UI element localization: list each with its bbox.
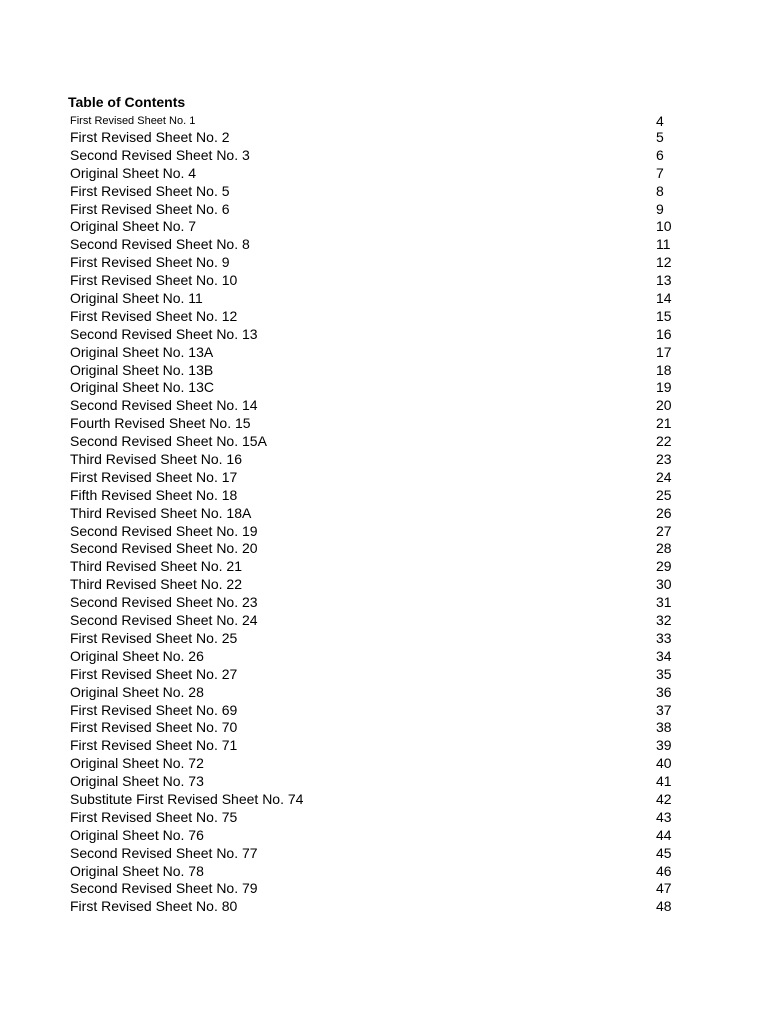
toc-entry-label: Second Revised Sheet No. 13	[70, 325, 258, 342]
toc-entry-page-number: 42	[656, 790, 672, 807]
toc-entry-page-number: 21	[656, 415, 672, 432]
toc-entry	[70, 576, 680, 594]
toc-entry-page-number: 17	[656, 343, 672, 360]
toc-entry	[70, 594, 680, 612]
toc-entry	[70, 612, 680, 630]
toc-entry	[70, 791, 680, 809]
toc-entry-page-number: 12	[656, 254, 672, 271]
toc-entry	[70, 719, 680, 737]
toc-entry-page-number: 13	[656, 272, 672, 289]
toc-entry-page-number: 25	[656, 486, 672, 503]
toc-entry-label: First Revised Sheet No. 69	[70, 701, 238, 718]
toc-entry-page-number: 31	[656, 594, 672, 611]
toc-entry-page-number: 8	[656, 182, 664, 199]
toc-entry	[70, 666, 680, 684]
toc-entry	[70, 326, 680, 344]
toc-entry	[70, 112, 680, 129]
toc-entry-label: Third Revised Sheet No. 22	[70, 576, 242, 593]
toc-entry-page-number: 36	[656, 683, 672, 700]
toc-entry-page-number: 39	[656, 737, 672, 754]
toc-entry	[70, 898, 680, 916]
toc-entry	[70, 845, 680, 863]
toc-entry-label: First Revised Sheet No. 80	[70, 898, 238, 915]
toc-entry-page-number: 18	[656, 361, 672, 378]
toc-entry-page-number: 26	[656, 504, 672, 521]
toc-entry	[70, 540, 680, 558]
toc-entry-page-number: 40	[656, 755, 672, 772]
toc-entry-label: Second Revised Sheet No. 8	[70, 236, 250, 253]
toc-entry-page-number: 16	[656, 325, 672, 342]
toc-entry-label: Original Sheet No. 4	[70, 164, 197, 181]
toc-entry	[70, 863, 680, 881]
toc-entry-page-number: 43	[656, 808, 672, 825]
toc-entry	[70, 684, 680, 702]
toc-entry-label: Second Revised Sheet No. 79	[70, 880, 258, 897]
toc-entry-page-number: 4	[656, 113, 664, 129]
toc-entry	[70, 630, 680, 648]
toc-entry	[70, 809, 680, 827]
toc-entry-page-number: 34	[656, 647, 672, 664]
toc-entry	[70, 469, 680, 487]
toc-entry	[70, 362, 680, 380]
toc-entry-label: First Revised Sheet No. 70	[70, 719, 238, 736]
toc-entry	[70, 344, 680, 362]
toc-entry	[70, 451, 680, 469]
toc-entry-label: Third Revised Sheet No. 16	[70, 451, 242, 468]
toc-entry-label: Second Revised Sheet No. 19	[70, 522, 258, 539]
toc-entry-label: Fourth Revised Sheet No. 15	[70, 415, 251, 432]
toc-entry-page-number: 33	[656, 629, 672, 646]
toc-entry-label: Original Sheet No. 73	[70, 773, 204, 790]
toc-entry	[70, 737, 680, 755]
toc-entry-label: Fifth Revised Sheet No. 18	[70, 486, 238, 503]
toc-entry-page-number: 7	[656, 164, 664, 181]
toc-entry-label: First Revised Sheet No. 1	[70, 115, 196, 127]
toc-entry-label: First Revised Sheet No. 10	[70, 272, 238, 289]
toc-entry-label: Original Sheet No. 13C	[70, 379, 214, 396]
toc-list	[70, 112, 680, 916]
toc-entry-label: First Revised Sheet No. 71	[70, 737, 238, 754]
toc-entry	[70, 773, 680, 791]
toc-entry	[70, 523, 680, 541]
toc-entry-label: Original Sheet No. 7	[70, 218, 197, 235]
toc-entry-label: First Revised Sheet No. 75	[70, 808, 238, 825]
toc-entry-page-number: 48	[656, 898, 672, 915]
toc-entry	[70, 397, 680, 415]
toc-entry-page-number: 19	[656, 379, 672, 396]
toc-entry-page-number: 41	[656, 773, 672, 790]
toc-entry	[70, 487, 680, 505]
toc-entry	[70, 755, 680, 773]
toc-entry-page-number: 24	[656, 468, 672, 485]
toc-entry-label: Original Sheet No. 26	[70, 647, 204, 664]
toc-entry-label: Original Sheet No. 13B	[70, 361, 214, 378]
toc-entry-label: First Revised Sheet No. 25	[70, 629, 238, 646]
toc-entry	[70, 648, 680, 666]
toc-entry-page-number: 9	[656, 200, 664, 217]
toc-entry-page-number: 10	[656, 218, 672, 235]
toc-entry	[70, 379, 680, 397]
toc-entry-page-number: 38	[656, 719, 672, 736]
toc-entry-label: Original Sheet No. 78	[70, 862, 204, 879]
toc-entry-label: First Revised Sheet No. 27	[70, 665, 238, 682]
toc-entry-page-number: 28	[656, 540, 672, 557]
toc-entry-page-number: 20	[656, 397, 672, 414]
toc-entry	[70, 183, 680, 201]
toc-entry-label: Original Sheet No. 13A	[70, 343, 214, 360]
toc-entry-page-number: 15	[656, 307, 672, 324]
toc-entry-page-number: 29	[656, 558, 672, 575]
toc-title: Table of Contents	[68, 94, 186, 110]
toc-entry	[70, 147, 680, 165]
toc-entry-label: Substitute First Revised Sheet No. 74	[70, 790, 304, 807]
toc-entry-page-number: 22	[656, 433, 672, 450]
toc-entry-page-number: 47	[656, 880, 672, 897]
toc-entry	[70, 308, 680, 326]
toc-entry-label: First Revised Sheet No. 2	[70, 129, 230, 145]
toc-entry	[70, 415, 680, 433]
toc-entry	[70, 702, 680, 720]
toc-entry-page-number: 23	[656, 451, 672, 468]
toc-entry-label: Original Sheet No. 72	[70, 755, 204, 772]
toc-entry-label: Third Revised Sheet No. 18A	[70, 504, 252, 521]
toc-entry	[70, 165, 680, 183]
toc-entry-page-number: 32	[656, 612, 672, 629]
toc-entry	[70, 433, 680, 451]
toc-entry	[70, 827, 680, 845]
toc-entry-label: First Revised Sheet No. 9	[70, 254, 230, 271]
toc-entry-label: First Revised Sheet No. 17	[70, 468, 238, 485]
toc-entry-page-number: 5	[656, 129, 664, 145]
toc-entry-page-number: 35	[656, 665, 672, 682]
toc-entry	[70, 129, 680, 147]
toc-entry	[70, 880, 680, 898]
toc-entry-label: Second Revised Sheet No. 24	[70, 612, 258, 629]
toc-entry-page-number: 27	[656, 522, 672, 539]
toc-entry	[70, 290, 680, 308]
toc-entry	[70, 272, 680, 290]
toc-entry-label: Second Revised Sheet No. 77	[70, 844, 258, 861]
toc-entry	[70, 254, 680, 272]
toc-entry-page-number: 6	[656, 146, 664, 163]
toc-entry-label: Second Revised Sheet No. 23	[70, 594, 258, 611]
toc-entry-page-number: 37	[656, 701, 672, 718]
toc-entry-label: Second Revised Sheet No. 15A	[70, 433, 267, 450]
toc-entry-page-number: 45	[656, 844, 672, 861]
toc-entry-label: Original Sheet No. 76	[70, 826, 204, 843]
toc-entry-label: Second Revised Sheet No. 3	[70, 146, 250, 163]
toc-entry	[70, 558, 680, 576]
toc-entry-page-number: 44	[656, 826, 672, 843]
toc-entry-label: Third Revised Sheet No. 21	[70, 558, 242, 575]
toc-entry-label: Original Sheet No. 11	[70, 290, 203, 307]
toc-entry-label: Second Revised Sheet No. 14	[70, 397, 258, 414]
toc-entry-label: First Revised Sheet No. 6	[70, 200, 230, 217]
toc-entry	[70, 218, 680, 236]
toc-entry-page-number: 14	[656, 290, 672, 307]
toc-entry-page-number: 11	[656, 236, 671, 253]
toc-entry-label: Original Sheet No. 28	[70, 683, 204, 700]
toc-entry	[70, 505, 680, 523]
toc-entry-page-number: 30	[656, 576, 672, 593]
toc-entry	[70, 236, 680, 254]
toc-entry-label: First Revised Sheet No. 12	[70, 307, 238, 324]
toc-entry-label: Second Revised Sheet No. 20	[70, 540, 258, 557]
toc-entry-label: First Revised Sheet No. 5	[70, 182, 230, 199]
toc-entry	[70, 201, 680, 219]
toc-entry-page-number: 46	[656, 862, 672, 879]
